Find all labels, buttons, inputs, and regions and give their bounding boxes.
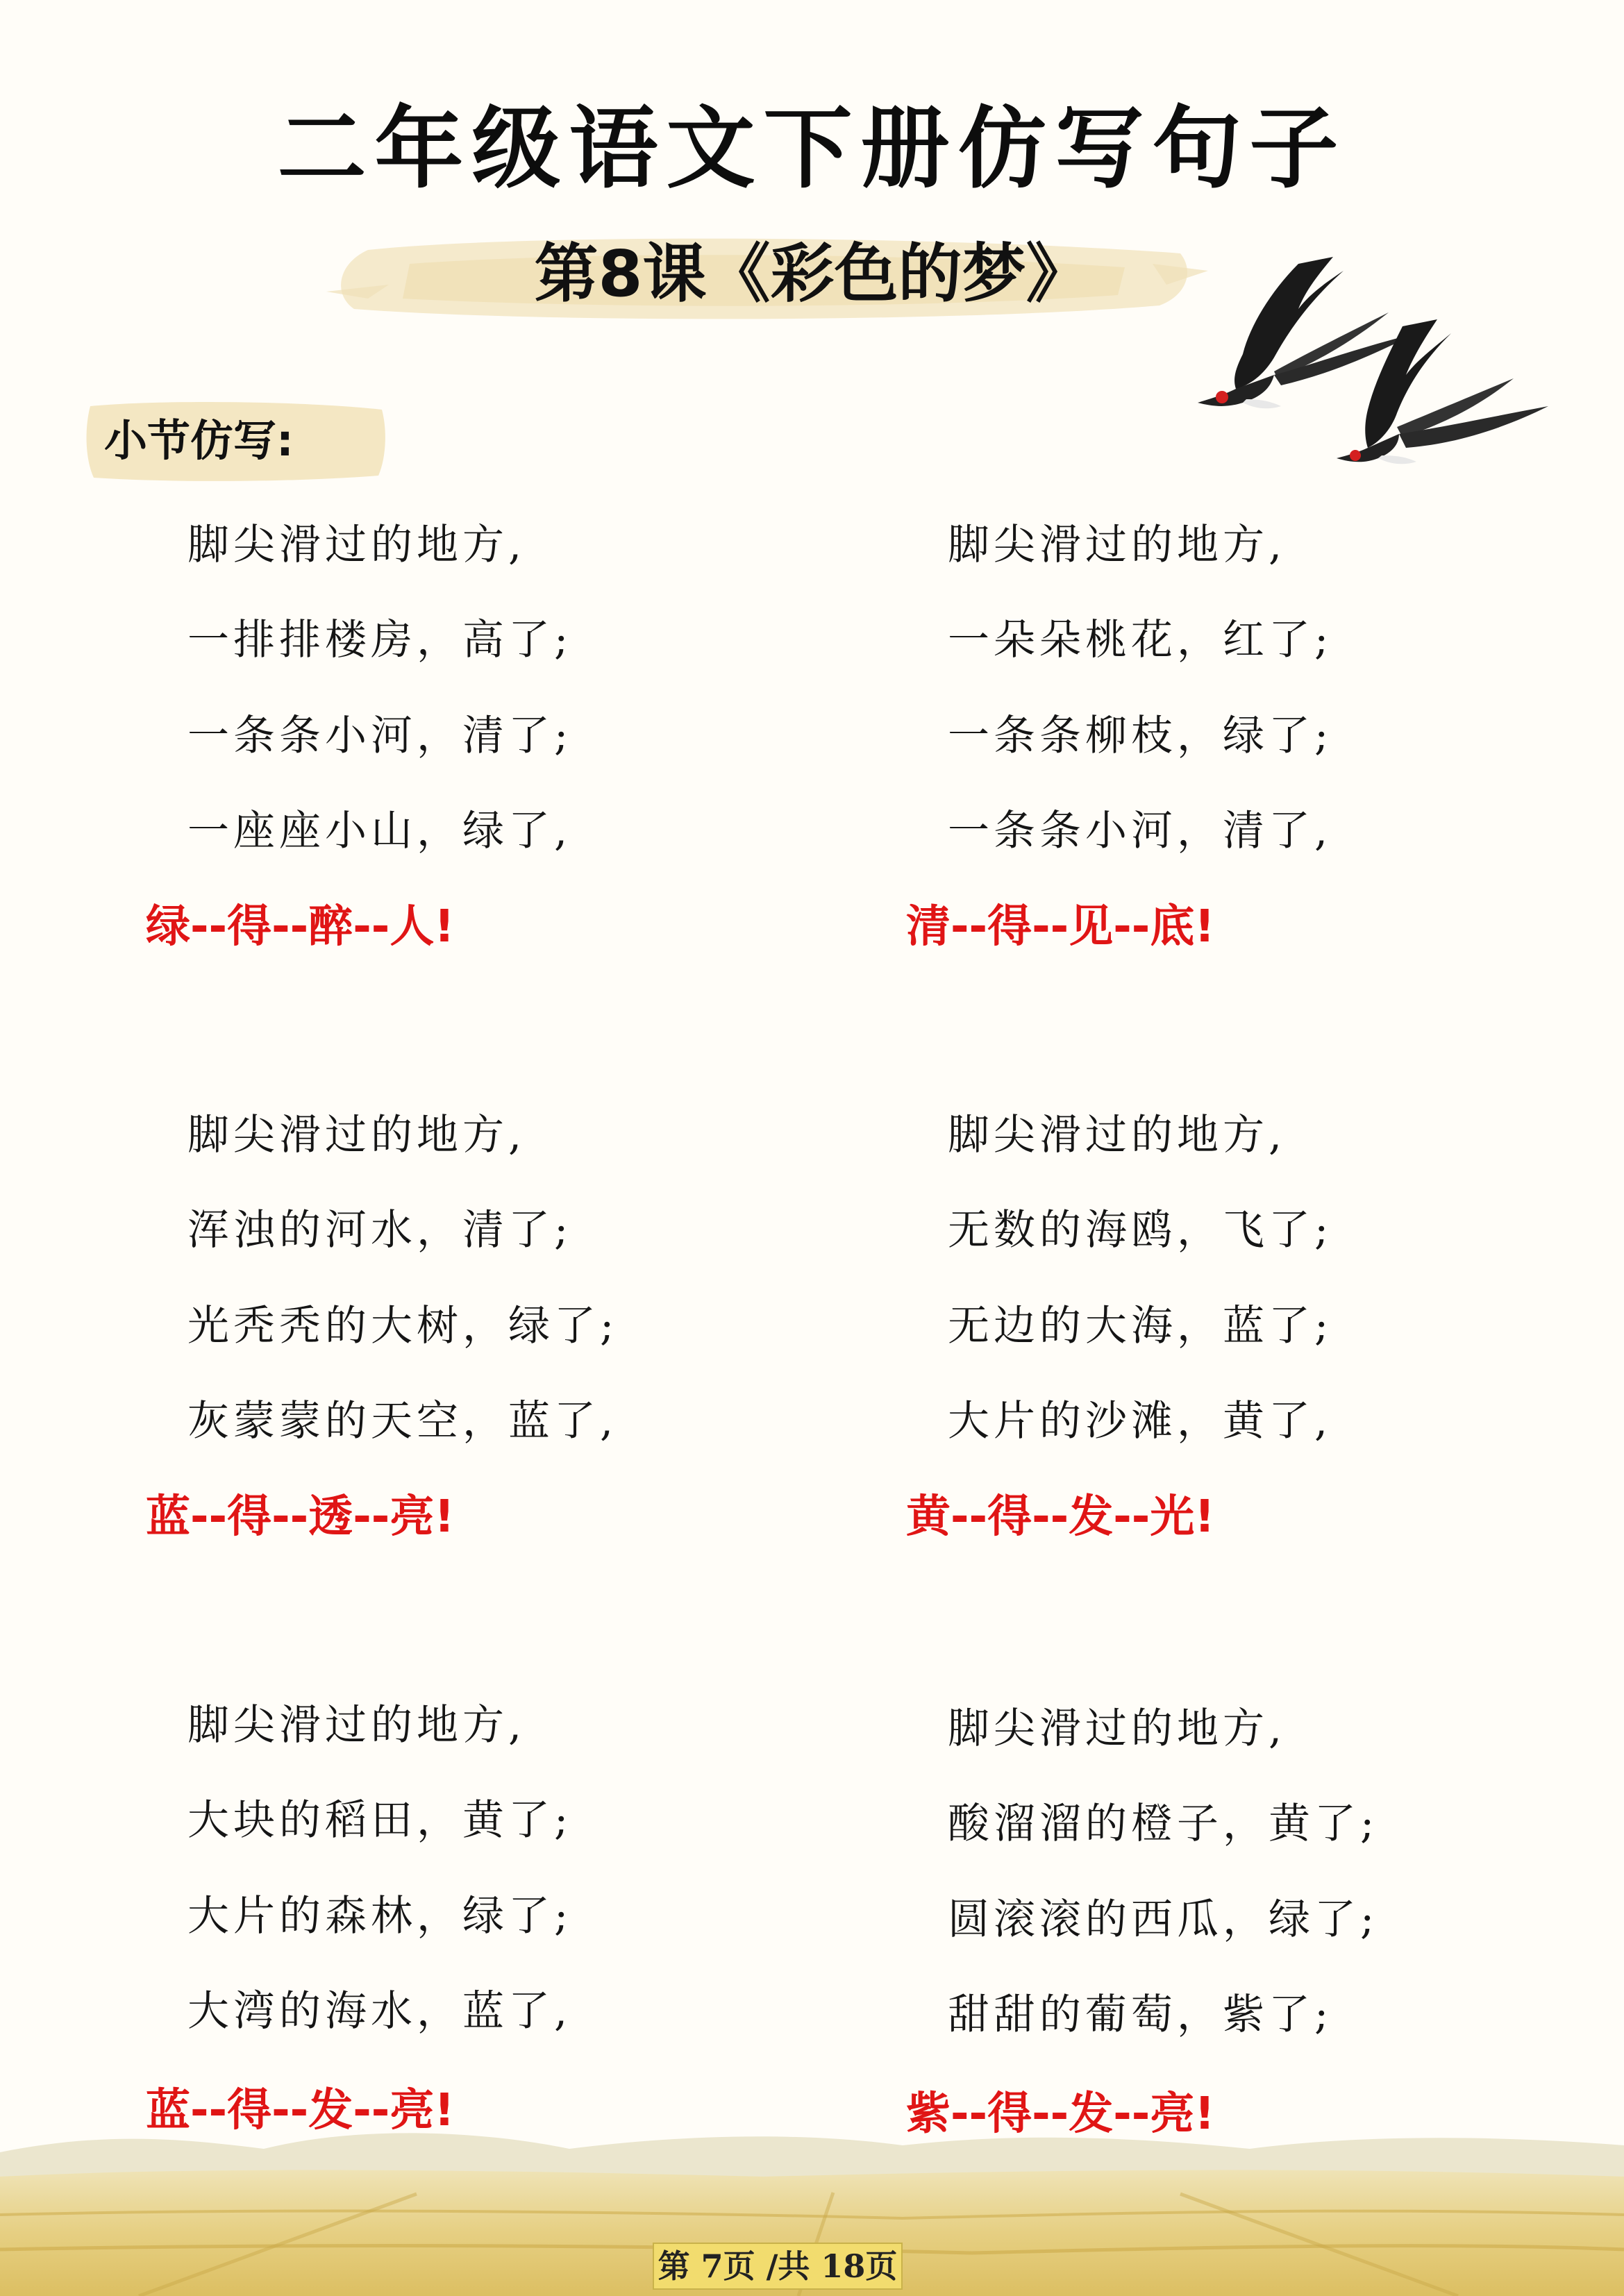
poem-line: 大湾的海水，蓝了, [187,1987,572,2036]
poem-line: 一条条柳枝，绿了; [948,712,1333,760]
poem-line: 脚尖滑过的地方, [948,1704,1287,1753]
poem-line: 大片的沙滩，黄了, [948,1397,1332,1446]
poem-summary: 绿--得--醉--人! [146,901,455,953]
poem-summary: 蓝--得--发--亮! [146,2085,455,2136]
poem-line: 脚尖滑过的地方, [187,521,526,569]
poem-summary: 清--得--见--底! [906,901,1215,953]
poem-block [146,1107,812,1579]
poem-line: 大块的稻田，黄了; [187,1796,573,1845]
poem-line: 脚尖滑过的地方, [187,1701,526,1750]
page-title: 二年级语文下册仿写句子 [277,97,1347,201]
poem-line: 圆滚滚的西瓜，绿了; [948,1895,1379,1944]
poem-block [906,1701,1573,2173]
poem-line: 灰蒙蒙的天空，蓝了, [187,1397,618,1446]
poem-line: 一条条小河，清了, [948,807,1332,855]
page-indicator: 第 7页 /共 18页 [653,2243,903,2290]
poem-block [146,517,812,989]
poem-line: 一排排楼房，高了; [187,616,573,664]
poem-line: 一条条小河，清了; [187,712,573,760]
poem-line: 光秃秃的大树，绿了; [187,1302,619,1350]
swallows-illustration [1194,236,1555,514]
poem-line: 无数的海鸥，飞了; [948,1206,1333,1255]
poem-line: 甜甜的葡萄，紫了; [948,1991,1333,2039]
section-label: 小节仿写: [104,415,294,466]
poem-line: 一朵朵桃花，红了; [948,616,1333,664]
poem-block [906,1107,1573,1579]
poem-summary: 蓝--得--透--亮! [146,1491,455,1543]
poem-line: 浑浊的河水，清了; [187,1206,573,1255]
poem-line: 脚尖滑过的地方, [948,521,1287,569]
poem-summary: 黄--得--发--光! [906,1491,1215,1543]
poem-line: 无边的大海，蓝了; [948,1302,1333,1350]
poem-line: 大片的森林，绿了; [187,1892,573,1941]
poem-block [146,1698,812,2170]
lesson-subtitle: 第8课《彩色的梦》 [534,237,1090,311]
poem-line: 一座座小山，绿了, [187,807,572,855]
poem-line: 脚尖滑过的地方, [948,1111,1287,1159]
poem-line: 酸溜溜的橙子，黄了; [948,1800,1379,1848]
poem-line: 脚尖滑过的地方, [187,1111,526,1159]
poem-summary: 紫--得--发--亮! [906,2088,1215,2140]
poem-block [906,517,1573,989]
